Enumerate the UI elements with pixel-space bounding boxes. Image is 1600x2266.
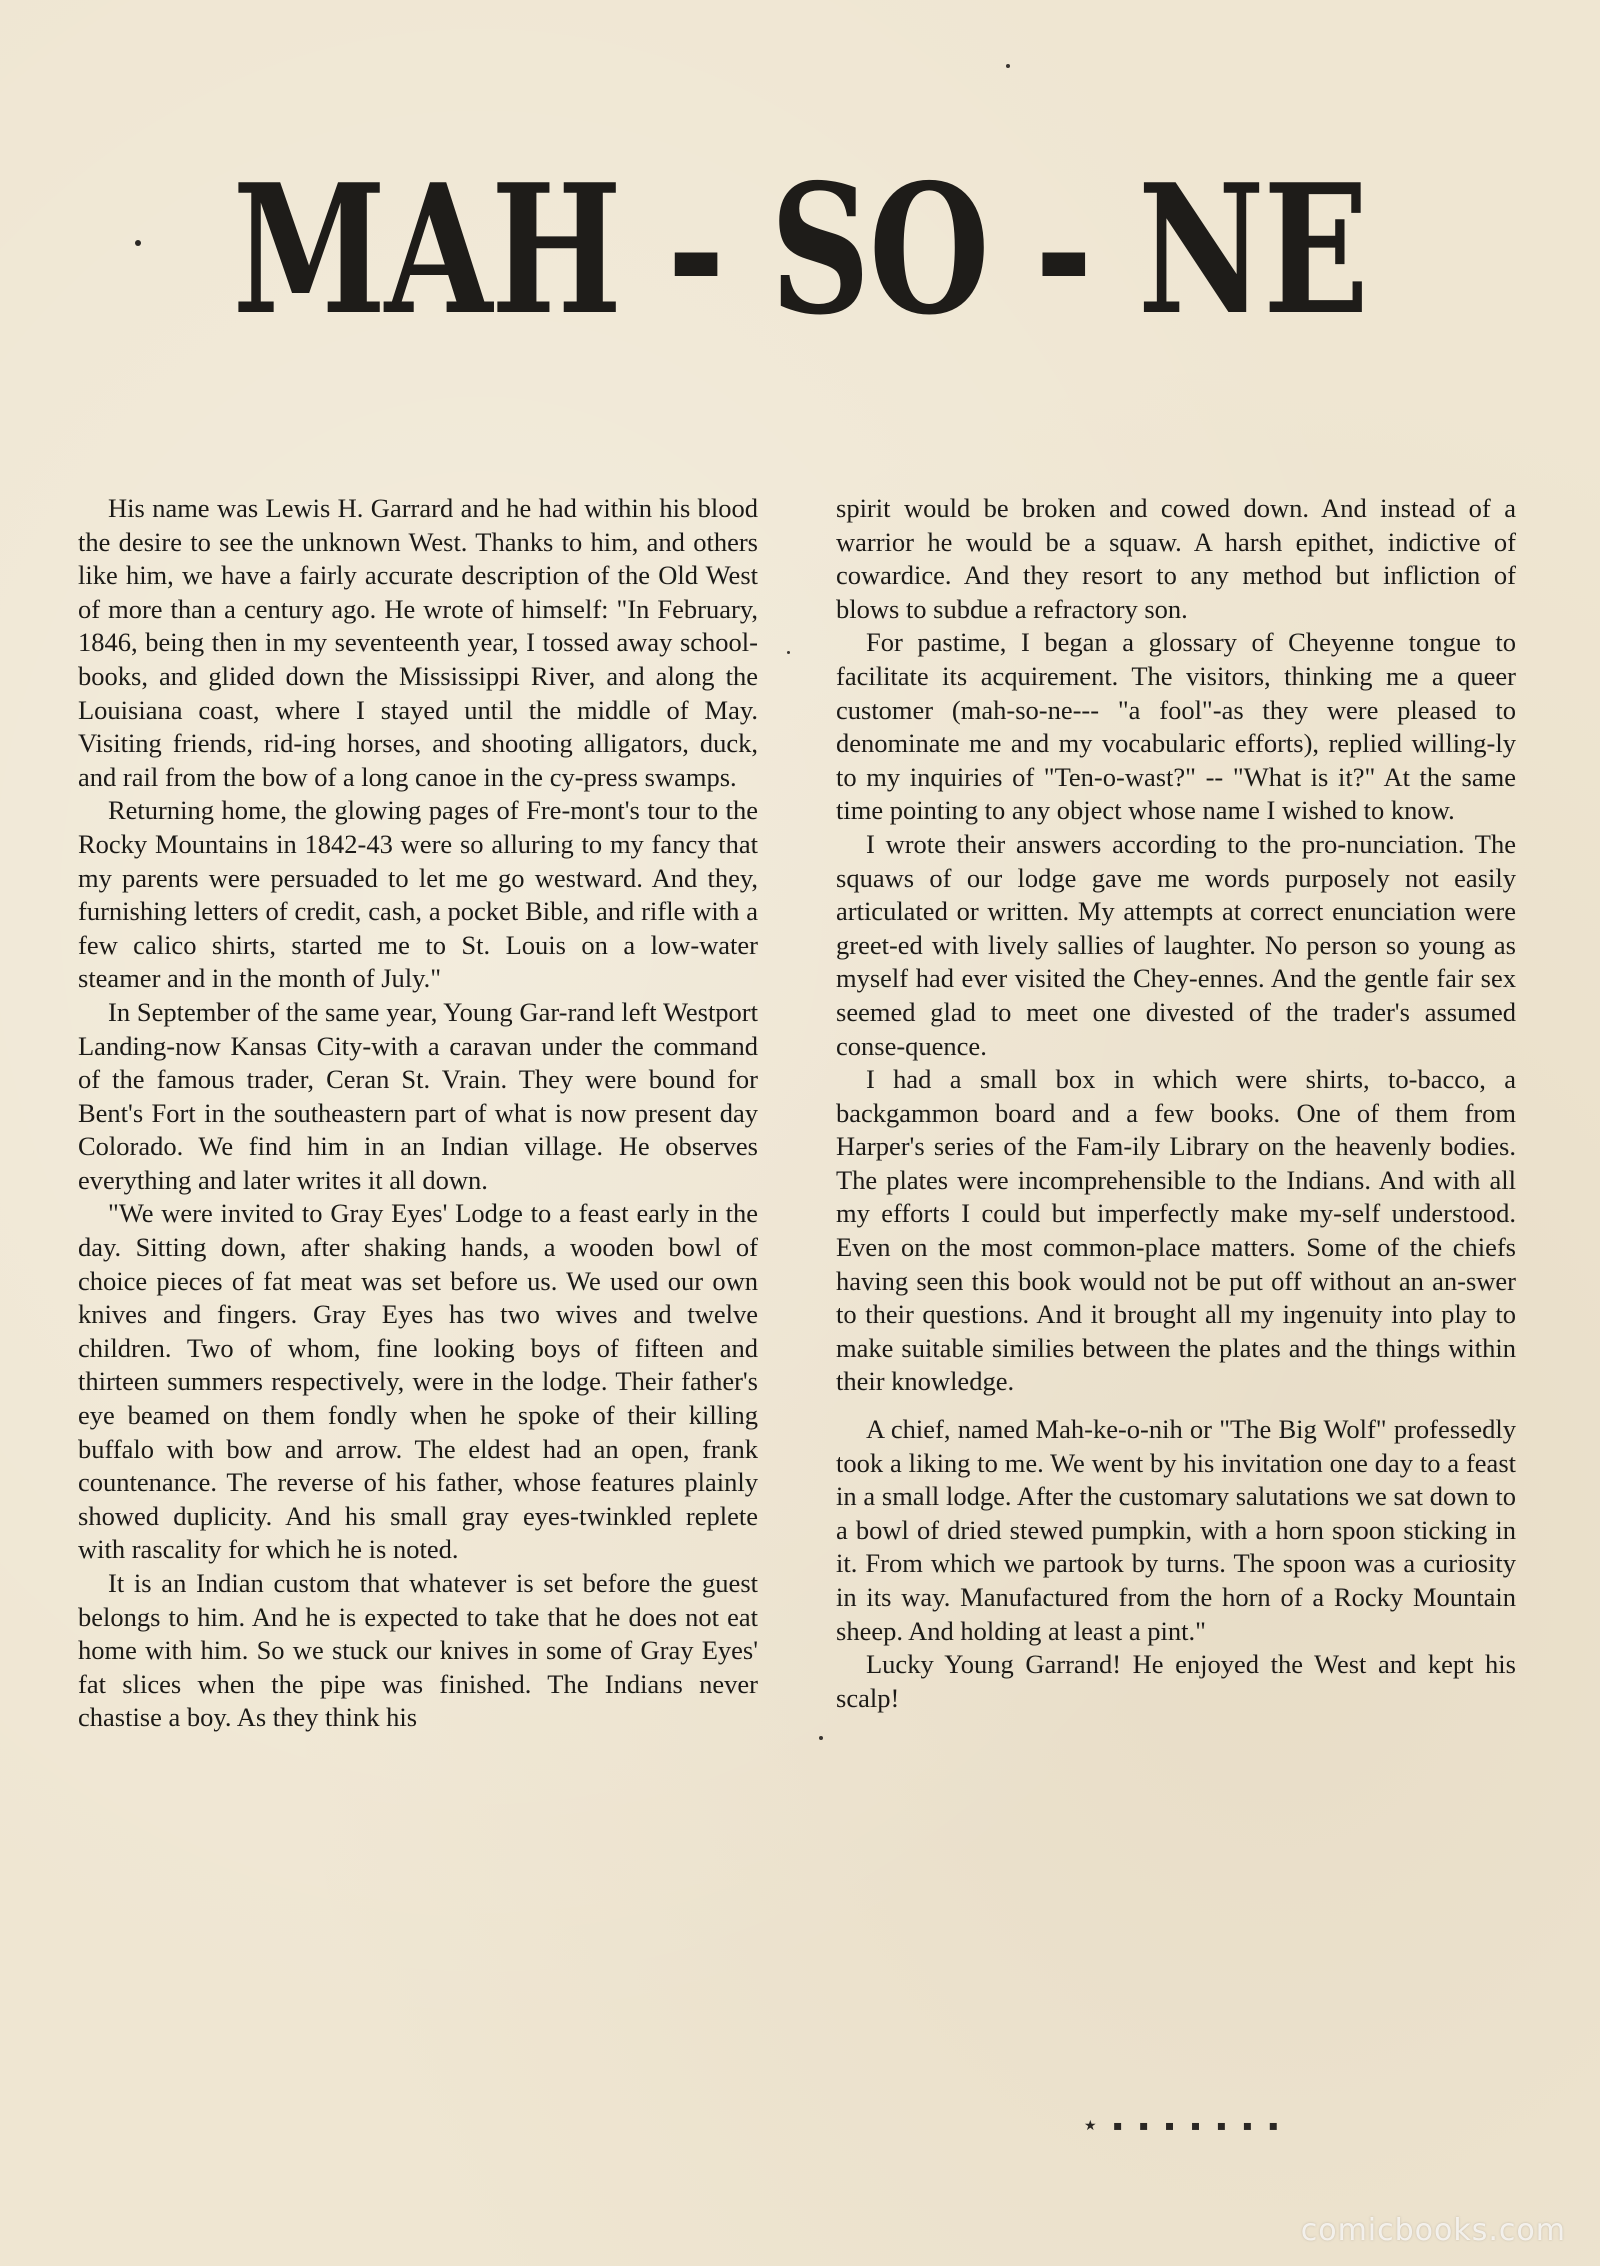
paragraph: A chief, named Mah-ke-o-nih or "The Big Wolf" professedly took a liking to me. We went by his invitation one day to a feast in a small lodge. After the customary salutations we sat down to a bowl of dried stewed pumpkin, with a horn spoon sticking in it. From which we partook by turns. The spoon was a curiosity in its way. Manufactured from the horn of a Rocky Mountain sheep. And holding at least a pint." xyxy=(836,1414,1516,1646)
paragraph: Returning home, the glowing pages of Fre-mont's tour to the Rocky Mountains in 1842-43 were so alluring to my fancy that my parents were persuaded to let me go westward. And they, furnishing letters of credit, cash, a pocket Bible, and rifle with a few calico shirts, started me to St. Louis on a low-water steamer and in the month of July." xyxy=(78,795,758,994)
right-text-column xyxy=(836,492,1516,1715)
paragraph: I wrote their answers according to the pro-nunciation. The squaws of our lodge gave me words purposely not easily articulated or written. My attempts at correct enunciation were greet-ed with lively sallies of laughter. No person so young as myself had ever visited the Chey-ennes. And the gentle fair sex seemed glad to meet one divested of the trader's assumed conse-quence. xyxy=(836,828,1516,1061)
page-title: MAH - SO - NE xyxy=(232,145,1368,354)
paragraph: In September of the same year, Young Gar-rand left Westport Landing-now Kansas City-with a caravan under the command of the famous trader, Ceran St. Vrain. They were bound for Bent's Fort in the southeastern part of what is now present day Colorado. We find him in an Indian village. He observes everything and later writes it all down. xyxy=(78,996,758,1195)
paragraph: I had a small box in which were shirts, to-bacco, a backgammon board and a few books. One of them from Harper's series of the Fam-ily Library on the heavenly bodies. The plates were incomprehensible to the Indians. And with all my efforts I could but imperfectly make my-self understood. Even on the most common-place matters. Some of the chiefs having seen this book would not be put off without an an-swer to their questions. And it brought all my ingenuity into play to make suitable similies between the plates and the things within their knowledge. xyxy=(836,1064,1516,1397)
left-text-column xyxy=(78,492,758,1735)
paragraph: For pastime, I began a glossary of Cheyenne tongue to facilitate its acquirement. The visitors, thinking me a queer customer (mah-so-ne--- "a fool"-as they were pleased to denominate me and my vocabularic efforts), replied willing-ly to my inquiries of "Ten-o-wast?" -- "What is it?" At the same time pointing to any object whose name I wished to know. xyxy=(836,627,1516,826)
paragraph: spirit would be broken and cowed down. And instead of a warrior he would be a squaw. A harsh epithet, indictive of cowardice. And they resort to any method but infliction of blows to subdue a refractory son. xyxy=(836,493,1516,624)
print-speck xyxy=(1006,64,1010,68)
print-speck xyxy=(819,1736,823,1740)
paragraph: Lucky Young Garrand! He enjoyed the West and kept his scalp! xyxy=(836,1649,1516,1713)
paragraph: It is an Indian custom that whatever is set before the guest belongs to him. And he is expected to take that he does not eat home with him. So we stuck our knives in some of Gray Eyes' fat slices when the pipe was finished. The Indians never chastise a boy. As they think his xyxy=(78,1568,758,1733)
watermark-text: comicbooks.com xyxy=(1300,2213,1566,2248)
paragraph: "We were invited to Gray Eyes' Lodge to a feast early in the day. Sitting down, after shaking hands, a wooden bowl of choice pieces of fat meat was set before us. We used our own knives and fingers. Gray Eyes has two wives and twelve children. Two of whom, fine looking boys of fifteen and thirteen summers respectively, were in the lodge. Their father's eye beamed on them fondly when he spoke of their killing buffalo with bow and arrow. The eldest had an open, frank countenance. The reverse of his father, whose features plainly showed duplicity. And his small gray eyes-twinkled replete with rascality for which he is noted. xyxy=(78,1198,758,1565)
paragraph: His name was Lewis H. Garrard and he had within his blood the desire to see the unknown West. Thanks to him, and others like him, we have a fairly accurate description of the Old West of more than a century ago. He wrote of himself: "In February, 1846, being then in my seventeenth year, I tossed away school-books, and glided down the Mississippi River, and along the Louisiana coast, where I stayed until the middle of May. Visiting friends, rid-ing horses, and shooting alligators, duck, and rail from the bow of a long canoe in the cy-press swamps. xyxy=(78,493,758,792)
print-speck xyxy=(787,651,790,654)
title-bullet-dot xyxy=(135,240,141,246)
end-divider-stars: ★ ▪ ▪ ▪ ▪ ▪ ▪ ▪ xyxy=(1084,2118,1285,2134)
